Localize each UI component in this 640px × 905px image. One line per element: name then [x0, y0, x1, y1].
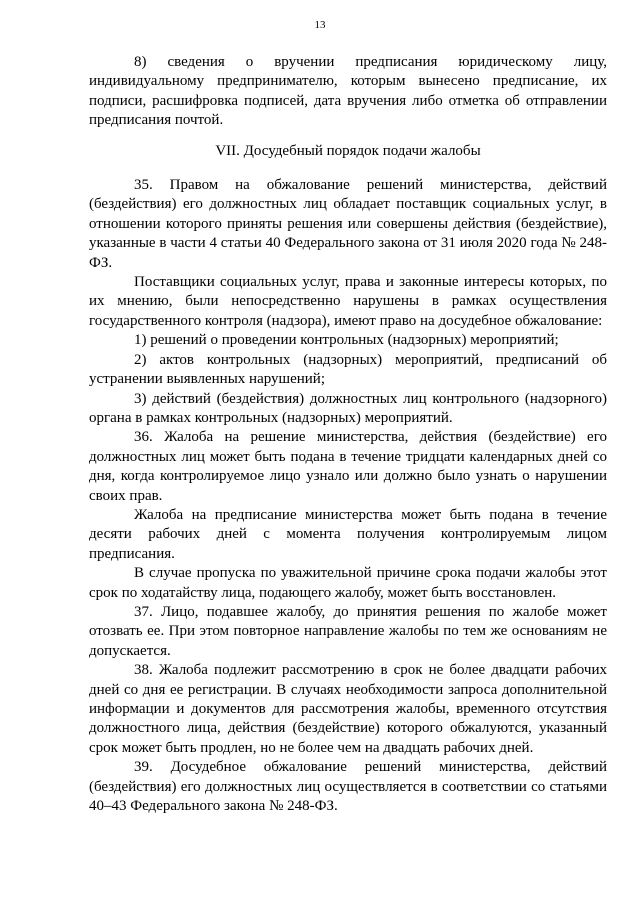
paragraph-appeal-right: Поставщики социальных услуг, права и законные интересы которых, по их мнению, были непосредственно нарушены в рамках осуществления государственного контроля (надзора), имеют право на досудебное обжалование: — [89, 274, 607, 329]
page-number: 13 — [314, 19, 326, 31]
paragraph-39: 39. Досудебное обжалование решений министерства, действий (бездействия) его должностных лиц осуществляется в соответствии со статьями 40–43 Федерального закона № 248-ФЗ. — [89, 759, 607, 815]
paragraph-complaint-deadline: Жалоба на предписание министерства может быть подана в течение десяти рабочих дней с момента получения контролируемым лицом предписания. — [89, 506, 607, 562]
document-body — [89, 53, 607, 816]
paragraph-37: 37. Лицо, подавшее жалобу, до принятия решения по жалобе может отозвать ее. При этом повторное направление жалобы по тем же основаниям не допускается. — [89, 603, 607, 659]
paragraph-35: 35. Правом на обжалование решений министерства, действий (бездействия) его должностных лиц обладает поставщик социальных услуг, в отношении которого приняты решения или совершены действия (бездействие), указанные в части 4 статьи 40 Федерального закона от 31 июля 2020 года № 248-ФЗ. — [89, 177, 607, 271]
list-item-1: 1) решений о проведении контрольных (надзорных) мероприятий; — [134, 332, 559, 349]
paragraph-36: 36. Жалоба на решение министерства, действия (бездействие) его должностных лиц может быть подана в течение тридцати календарных дней со дня, когда контролируемое лицо узнало или должно было узнать о нарушении своих прав. — [89, 429, 607, 504]
list-item-2: 2) актов контрольных (надзорных) мероприятий, предписаний об устранении выявленных нарушений; — [89, 351, 607, 388]
paragraph-deadline-restoration: В случае пропуска по уважительной причине срока подачи жалобы этот срок по ходатайству лица, подающего жалобу, может быть восстановлен. — [89, 565, 607, 601]
paragraph-38: 38. Жалоба подлежит рассмотрению в срок не более двадцати рабочих дней со дня ее регистрации. В случаях необходимости запроса дополнительной информации и документов для рассмотрения жалобы, временного отсутствия должностного лица, действия (бездействие) которого обжалуются, указанный срок может быть продлен, но не более чем на двадцать рабочих дней. — [89, 662, 607, 756]
section-heading: VII. Досудебный порядок подачи жалобы — [215, 142, 481, 159]
list-item-3: 3) действий (бездействия) должностных лиц контрольного (надзорного) органа в рамках контрольных (надзорных) мероприятий. — [89, 390, 607, 426]
paragraph-item-8-recipient-info: 8) сведения о вручении предписания юридическому лицу, индивидуальному предпринимателю, которым вынесено предписание, их подписи, расшифровка подписей, дата вручения либо отметка об отправлении предписания почтой. — [89, 54, 607, 129]
